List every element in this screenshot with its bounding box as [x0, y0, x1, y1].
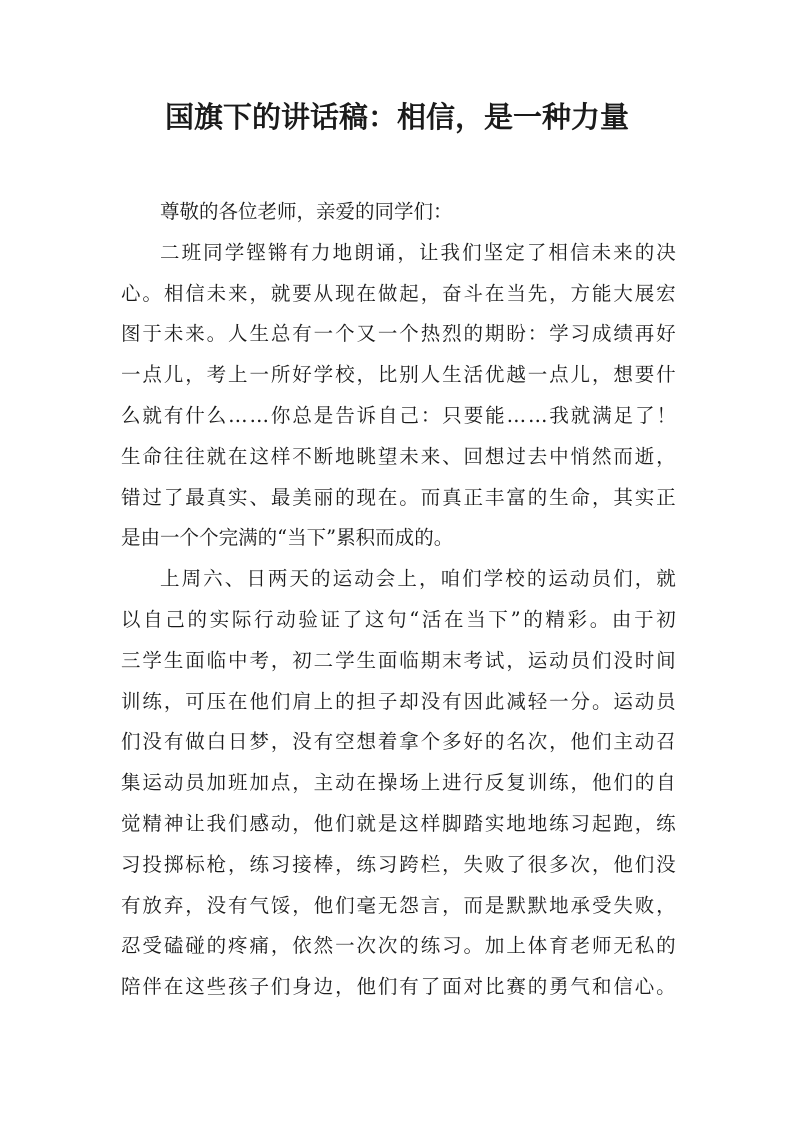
- paragraph-line: 三 学 生 面 临 中 考 ， 初 二 学 生 面 临 期 末 考 试 ， 运 动 员 们 没 时 间: [121, 648, 676, 672]
- paragraph-line: 心 。 相 信 未 来 ， 就 要 从 现 在 做 起 ， 奋 斗 在 当 先 ， 方 能 大 展 宏: [121, 281, 676, 305]
- paragraph-line: 错 过 了 最 真 实 、 最 美 丽 的 现 在 。 而 真 正 丰 富 的 生 命 ， 其 实 正: [121, 485, 676, 509]
- paragraph-line: 是 由 一 个 个 完 满 的 “ 当 下 ” 累 积 而 成 的 。: [121, 526, 454, 550]
- paragraph-line: 有 放 弃 ， 没 有 气 馁 ， 他 们 毫 无 怨 言 ， 而 是 默 默 地 承 受 失 败 ，: [121, 893, 676, 917]
- paragraph-line: 以 自 己 的 实 际 行 动 验 证 了 这 句 “ 活 在 当 下 ” 的 精 彩 。 由 于 初: [121, 607, 676, 631]
- greeting-line: 尊敬的各位老师，亲爱的同学们：: [160, 200, 453, 223]
- paragraph-line: 陪 伴 在 这 些 孩 子 们 身 边 ， 他 们 有 了 面 对 比 赛 的 勇 气 和 信 心 。: [121, 975, 676, 999]
- paragraph-line: 觉 精 神 让 我 们 感 动 ， 他 们 就 是 这 样 脚 踏 实 地 地 练 习 起 跑 ， 练: [121, 811, 676, 835]
- document-title: 国旗下的讲话稿：相信，是一种力量: [164, 100, 629, 134]
- paragraph-line: 么 就 有 什 么 … … 你 总 是 告 诉 自 己 ： 只 要 能 … … 我 就 满 足 了 ！: [121, 403, 676, 427]
- paragraph-line: 图 于 未 来 。 人 生 总 有 一 个 又 一 个 热 烈 的 期 盼 ： 学 习 成 绩 再 好: [121, 322, 676, 346]
- paragraph-line: 二 班 同 学 铿 锵 有 力 地 朗 诵 ， 让 我 们 坚 定 了 相 信 未 来 的 决: [160, 240, 676, 264]
- paragraph-line: 上 周 六 、 日 两 天 的 运 动 会 上 ， 咱 们 学 校 的 运 动 员 们 ， 就: [160, 567, 676, 591]
- paragraph-line: 们 没 有 做 白 日 梦 ， 没 有 空 想 着 拿 个 多 好 的 名 次 ， 他 们 主 动 召: [121, 730, 676, 754]
- document-body: [121, 192, 676, 1008]
- paragraph-line: 习 投 掷 标 枪 ， 练 习 接 棒 ， 练 习 跨 栏 ， 失 败 了 很 多 次 ， 他 们 没: [121, 852, 676, 876]
- paragraph-line: 忍 受 磕 碰 的 疼 痛 ， 依 然 一 次 次 的 练 习 。 加 上 体 育 老 师 无 私 的: [121, 934, 676, 958]
- paragraph-line: 生 命 往 往 就 在 这 样 不 断 地 眺 望 未 来 、 回 想 过 去 中 悄 然 而 逝 ，: [121, 444, 676, 468]
- paragraph-line: 一 点 儿 ， 考 上 一 所 好 学 校 ， 比 别 人 生 活 优 越 一 点 儿 ， 想 要 什: [121, 363, 676, 387]
- paragraph-line: 集 运 动 员 加 班 加 点 ， 主 动 在 操 场 上 进 行 反 复 训 练 ， 他 们 的 自: [121, 771, 676, 795]
- paragraph-line: 训 练 ， 可 压 在 他 们 肩 上 的 担 子 却 没 有 因 此 减 轻 一 分 。 运 动 员: [121, 689, 676, 713]
